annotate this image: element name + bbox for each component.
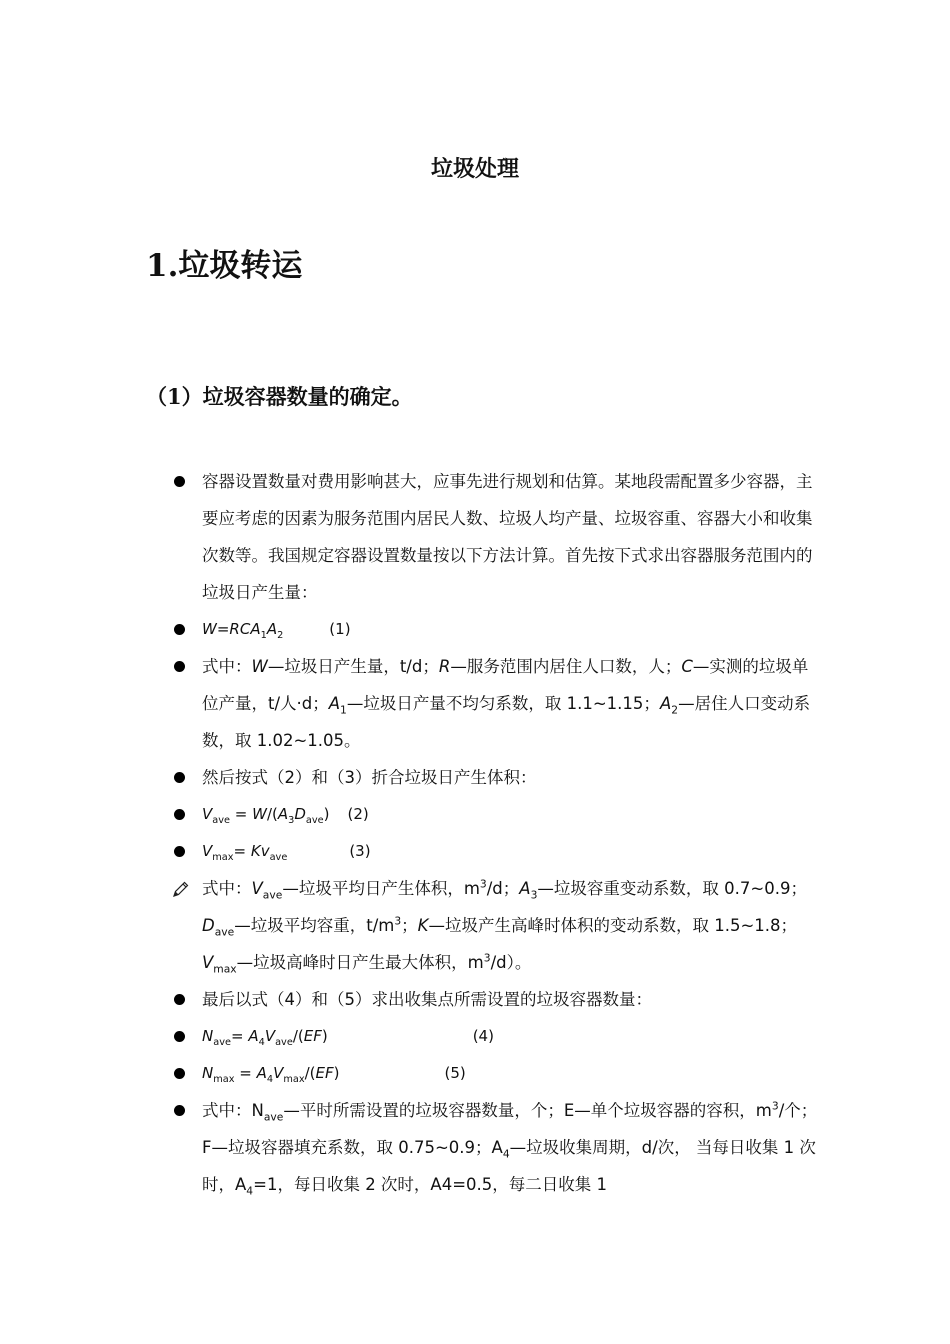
list-item — [172, 611, 822, 648]
bullet-icon — [174, 624, 185, 635]
formula-number: (5) — [444, 1064, 466, 1082]
list-item — [172, 648, 822, 759]
list-item — [172, 981, 822, 1018]
formula-1: $W=RCA_1A_2$ (1) — [202, 620, 351, 641]
paragraph-volume-intro: 然后按式（2）和（3）折合垃圾日产生体积： — [202, 768, 537, 787]
list-item — [172, 833, 822, 870]
bullet-icon — [174, 661, 185, 672]
bullet-icon — [174, 476, 185, 487]
list-item — [172, 759, 822, 796]
paragraph-intro: 容器设置数量对费用影响甚大，应事先进行规划和估算。某地段需配置多少容器，主要应考虑的因素为服务范围内居民人数、垃圾人均产量、垃圾容重、容器大小和收集次数等。我国规定容器设置数量按以下方法计算。首先按下式求出容器服务范围内的垃圾日产生量： — [202, 472, 813, 602]
formula-3: $V_{max}= Kv_{ave}$ (3) — [202, 842, 371, 863]
formula-number: (4) — [472, 1027, 494, 1045]
list-item — [172, 1055, 822, 1092]
paragraph-container-count-intro: 最后以式（4）和（5）求出收集点所需设置的垃圾容器数量： — [202, 990, 652, 1009]
bullet-icon — [174, 1068, 185, 1079]
paragraph-definitions-3: 式中：$N_{ave}—$平时所需设置的垃圾容器数量，个；E—单个垃圾容器的容积，$m^3/$个；F—垃圾容器填充系数，取 0.75~0.9；$A_4—$垃圾收集周期，d/次， 当每日收集 1 次时，$A_4=1$，每日收集 2 次时，A4=0.5，每二日收集 1 — [202, 1099, 818, 1198]
section-heading: 1.垃圾转运 — [146, 248, 303, 284]
bullet-icon — [174, 1105, 185, 1116]
bullet-icon — [174, 994, 185, 1005]
list-item — [172, 796, 822, 833]
bullet-icon — [174, 809, 185, 820]
formula-5: $N_{max} = A_4V_{max}/(EF)$ (5) — [202, 1064, 466, 1085]
formula-4: $N_{ave}= A_4V_{ave}/(EF)$ (4) — [202, 1027, 494, 1048]
content-list — [172, 463, 822, 1203]
formula-number: (3) — [349, 842, 371, 860]
subsection-heading: （1）垃圾容器数量的确定。 — [146, 384, 413, 409]
bullet-icon — [174, 772, 185, 783]
paragraph-definitions-2: 式中：$V_{ave}—$垃圾平均日产生体积，$m^3/d$；$A_3—$垃圾容重变动系数，取 0.7~0.9；$D_{ave}—$垃圾平均容重，$t/m^3$；K—垃圾产生高峰时体积的变动系数，取 1.5~1.8；$V_{max}—$垃圾高峰时日产生最大体积，$m^3/d$）。 — [202, 877, 807, 976]
list-item — [172, 870, 822, 981]
pencil-icon — [172, 880, 190, 898]
formula-number: (2) — [347, 805, 369, 823]
list-item — [172, 1092, 822, 1203]
bullet-icon — [174, 846, 185, 857]
list-item — [172, 1018, 822, 1055]
document-title: 垃圾处理 — [430, 156, 519, 182]
bullet-icon — [174, 1031, 185, 1042]
formula-2: $V_{ave} = W/(A_3D_{ave})$ (2) — [202, 805, 369, 826]
paragraph-definitions-1: 式中：W—垃圾日产生量，t/d；R—服务范围内居住人口数，人；C—实测的垃圾单位产量，t/人·d；$A_1—$垃圾日产量不均匀系数，取 1.1~1.15；$A_2—$居住人口变动系数，取 1.02~1.05。 — [202, 657, 811, 750]
list-item — [172, 463, 822, 611]
formula-number: (1) — [329, 620, 351, 638]
